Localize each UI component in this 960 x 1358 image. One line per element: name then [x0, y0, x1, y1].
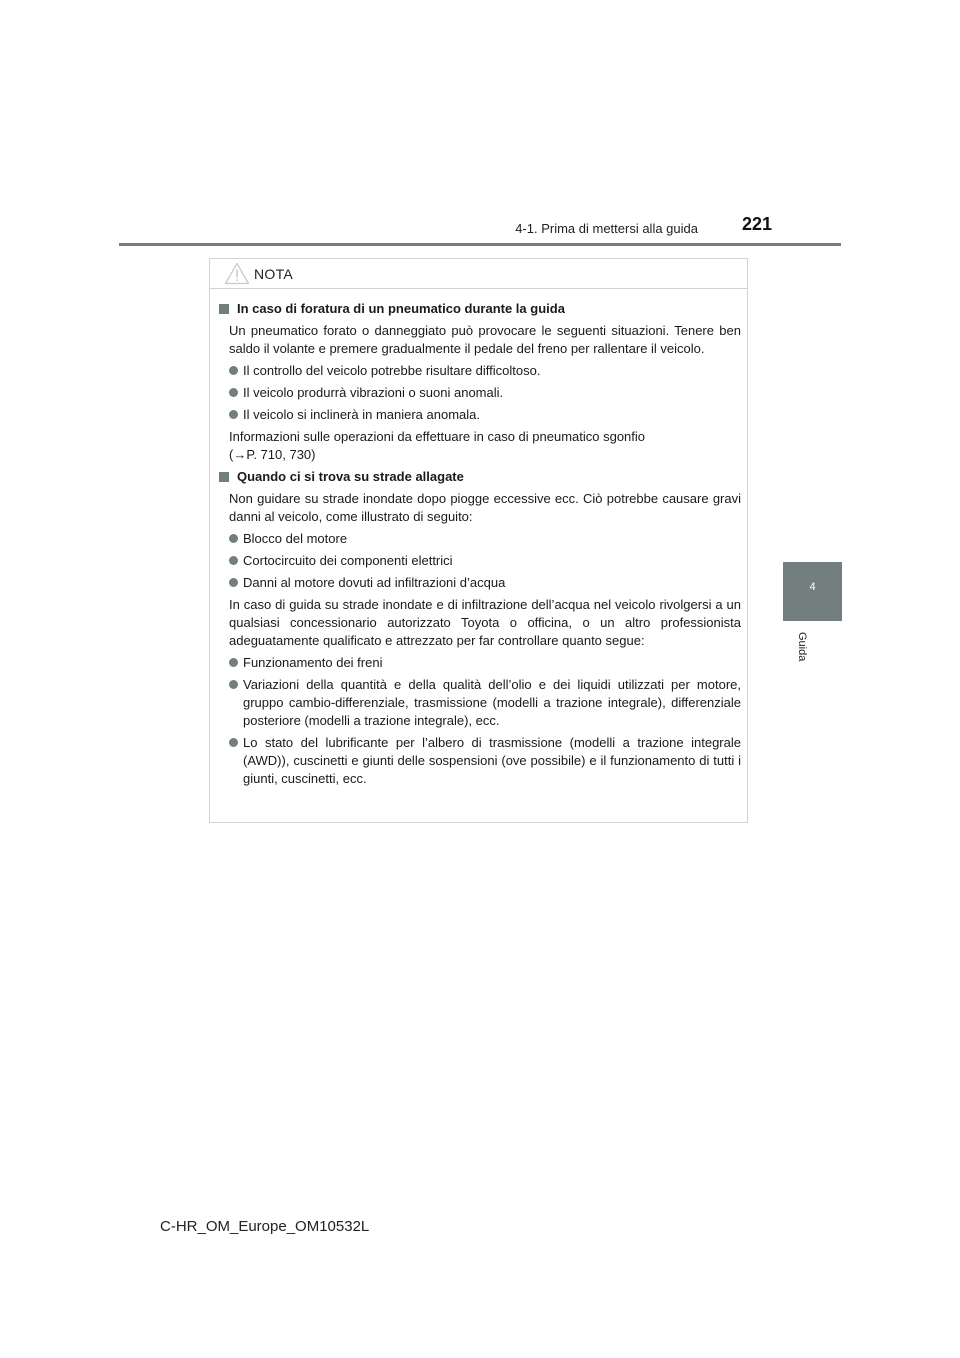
circle-bullet-icon [229, 658, 238, 667]
chapter-label [794, 632, 808, 672]
circle-bullet-icon [229, 556, 238, 565]
note-box [209, 258, 748, 823]
list-item [229, 676, 741, 730]
paragraph: In caso di guida su strade inondate e di infiltrazione dell’acqua nel veicolo rivolgersi a un qualsiasi concessionario autorizzato Toyota o officina, o un altro professionista adeguatamente qualificato e attrezzato per far controllare quanto segue: [229, 597, 741, 648]
list-item-text: Lo stato del lubrificante per l’albero di trasmissione (modelli a trazione integrale (AWD)), cuscinetti e giunti delle sospensioni (ove possibile) e il funzionamento di tutti i giunti, cuscinetti, ecc. [243, 735, 741, 786]
document-code: C-HR_OM_Europe_OM10532L [160, 1218, 370, 1235]
list-item-text: Cortocircuito dei componenti elettrici [243, 553, 453, 568]
section-heading [219, 468, 741, 486]
list-item [229, 362, 741, 380]
list-item-text: Variazioni della quantità e della qualità dell’olio e dei liquidi utilizzati per motore, gruppo cambio-differenziale, trasmissione (modelli a trazione integrale), differenziale posteriore (modelli a trazione integrale), ecc. [243, 677, 741, 728]
section-heading-text: In caso di foratura di un pneumatico durante la guida [237, 301, 565, 316]
square-bullet-icon [219, 304, 229, 314]
circle-bullet-icon [229, 366, 238, 375]
page-number: 221 [742, 214, 773, 234]
circle-bullet-icon [229, 410, 238, 419]
list-item [229, 654, 741, 672]
list-item-text: Il veicolo si inclinerà in maniera anomala. [243, 407, 481, 422]
list-item-text: Funzionamento dei freni [243, 655, 383, 670]
note-body [219, 300, 741, 792]
list-item [229, 734, 741, 788]
header-divider [119, 243, 841, 246]
circle-bullet-icon [229, 680, 238, 689]
paragraph: Non guidare su strade inondate dopo piogge eccessive ecc. Ciò potrebbe causare gravi danni al veicolo, come illustrato di seguito: [229, 491, 741, 524]
chapter-tab [783, 562, 842, 621]
paragraph [229, 428, 741, 464]
section-title: 4-1. Prima di mettersi alla guida [515, 221, 698, 236]
page-reference: (→P. 710, 730) [229, 447, 316, 462]
circle-bullet-icon [229, 534, 238, 543]
square-bullet-icon [219, 472, 229, 482]
note-title: NOTA [254, 266, 294, 282]
chapter-label-text: Guida [796, 632, 808, 662]
list-item [229, 530, 741, 548]
paragraph: Un pneumatico forato o danneggiato può provocare le seguenti situazioni. Tenere ben saldo il volante e premere gradualmente il pedale del freno per rallentare il veicolo. [229, 323, 741, 356]
list-item [229, 406, 741, 424]
list-item-text: Il veicolo produrrà vibrazioni o suoni anomali. [243, 385, 504, 400]
circle-bullet-icon [229, 578, 238, 587]
list-item [229, 552, 741, 570]
list-item-text: Blocco del motore [243, 531, 348, 546]
list-item-text: Danni al motore dovuti ad infiltrazioni d’acqua [243, 575, 506, 590]
section-heading-text: Quando ci si trova su strade allagate [237, 469, 464, 484]
chapter-number: 4 [809, 581, 816, 593]
circle-bullet-icon [229, 738, 238, 747]
paragraph-line: Informazioni sulle operazioni da effettuare in caso di pneumatico sgonfio [229, 429, 646, 444]
list-item [229, 384, 741, 402]
list-item-text: Il controllo del veicolo potrebbe risultare difficoltoso. [243, 363, 541, 378]
warning-triangle-icon [224, 262, 250, 285]
list-item [229, 574, 741, 592]
note-header [210, 259, 747, 289]
circle-bullet-icon [229, 388, 238, 397]
section-heading [219, 300, 741, 318]
